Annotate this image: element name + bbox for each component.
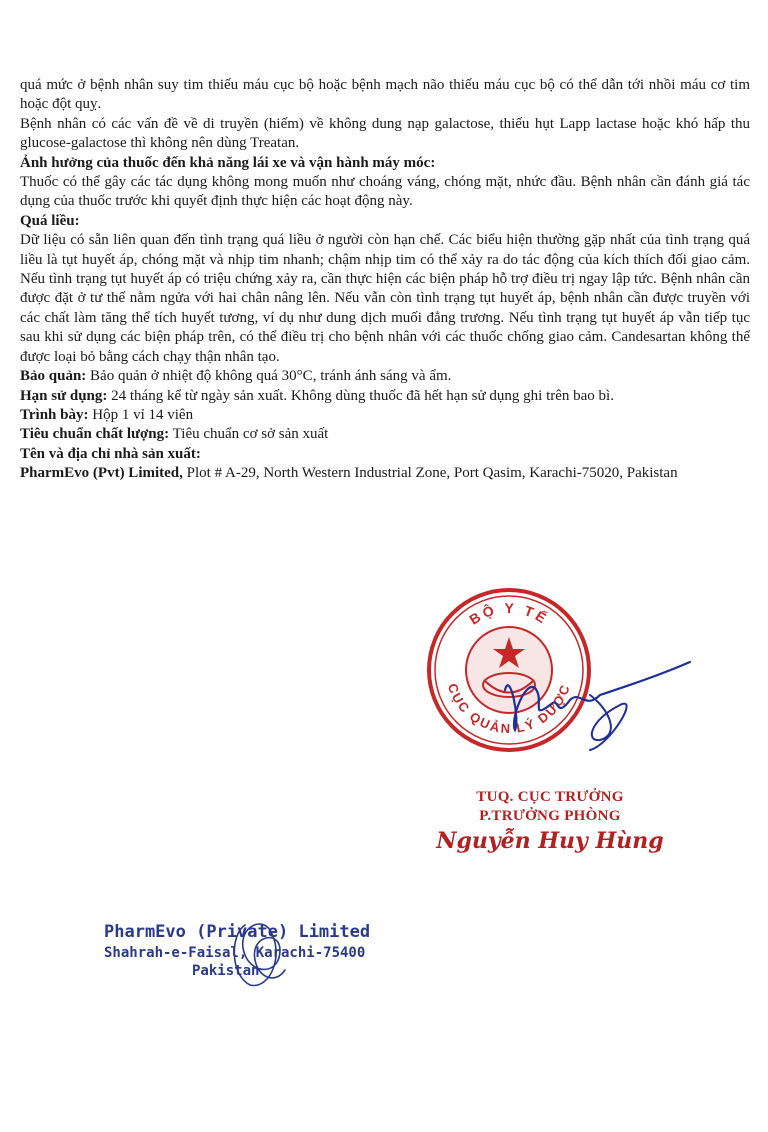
company-stamp-signature [225, 915, 295, 995]
seal-bottom-text: CỤC QUẢN LÝ DƯỢC [444, 681, 574, 737]
paragraph-driving: Thuốc có thể gây các tác dụng không mong muốn như choáng váng, chóng mặt, nhức đầu. Bệnh nhân cần đánh giá tác dụng của thuốc trước khi quyết định thực hiện các hoạt động này. [20, 174, 750, 210]
shelf-life-line: Hạn sử dụng: 24 tháng kể từ ngày sản xuất. Không dùng thuốc đã hết hạn sử dụng ghi trên bao bì. [20, 387, 614, 404]
quality-standard-line: Tiêu chuẩn chất lượng: Tiêu chuẩn cơ sở sản xuất [20, 426, 329, 443]
heading-overdose: Quá liều: [20, 212, 80, 229]
signer-subtitle: P.TRƯỞNG PHÒNG [479, 808, 621, 824]
signer-name: Nguyễn Huy Hùng [436, 828, 664, 854]
signature-block [430, 788, 670, 854]
manufacturer-address: PharmEvo (Pvt) Limited, Plot # A-29, North Western Industrial Zone, Port Qasim, Karachi-75020, Pakistan [20, 465, 678, 482]
handwritten-signature [490, 650, 700, 760]
paragraph-1: quá mức ở bệnh nhân suy tim thiếu máu cục bộ hoặc bệnh mạch não thiếu máu cục bộ có thể dẫn tới nhồi máu cơ tim hoặc đột quỵ. [20, 77, 750, 113]
packaging-line: Trình bày: Hộp 1 vỉ 14 viên [20, 406, 194, 423]
svg-text:BỘ Y TẾ [466, 600, 551, 628]
company-stamp-address: Shahrah-e-Faisal, Karachi-75400 [104, 945, 366, 961]
company-stamp-name: PharmEvo (Private) Limited [104, 922, 371, 942]
paragraph-overdose: Dữ liệu có sẵn liên quan đến tình trạng quá liều ở người còn hạn chế. Các biểu hiện thường gặp nhất của tình trạng quá liều là tụt huyết áp, chóng mặt và nhịp tim nhanh; chậm nhịp tim có thể xảy ra do tác động của kích thích đối giao cảm. Nếu tình trạng tụt huyết áp có triệu chứng xảy ra, cần thực hiện các biện pháp hỗ trợ điều trị ngay lập tức. Bệnh nhân cần được đặt ở tư thế nằm ngửa với hai chân nâng lên. Nếu vẫn còn tình trạng tụt huyết áp, bệnh nhân cần được truyền với các chất làm tăng thể tích huyết tương, ví dụ như dung dịch muối đẳng trương. Nếu tình trạng tụt huyết áp vẫn tiếp tục sau khi sử dụng các biện pháp trên, có thể điều trị cho bệnh nhân với các thuốc chống giao cảm. Candesartan không thể được loại bỏ bằng cách chạy thận nhân tạo. [20, 232, 750, 365]
seal-top-text: BỘ Y TẾ [466, 599, 552, 628]
document-body [20, 76, 750, 484]
heading-driving: Ảnh hưởng của thuốc đến khả năng lái xe và vận hành máy móc: [20, 154, 436, 171]
company-stamp-country: Pakistan [192, 963, 260, 979]
manufacturer-heading: Tên và địa chỉ nhà sản xuất: [20, 445, 201, 462]
signer-title: TUQ. CỤC TRƯỞNG [476, 789, 624, 805]
paragraph-2: Bệnh nhân có các vấn đề về di truyền (hiếm) về không dung nạp galactose, thiếu hụt Lapp lactase hoặc khó hấp thu glucose-galactose thì không nên dùng Treatan. [20, 115, 750, 152]
storage-line: Bảo quản: Bảo quản ở nhiệt độ không quá 30°C, tránh ánh sáng và ẩm. [20, 368, 452, 385]
